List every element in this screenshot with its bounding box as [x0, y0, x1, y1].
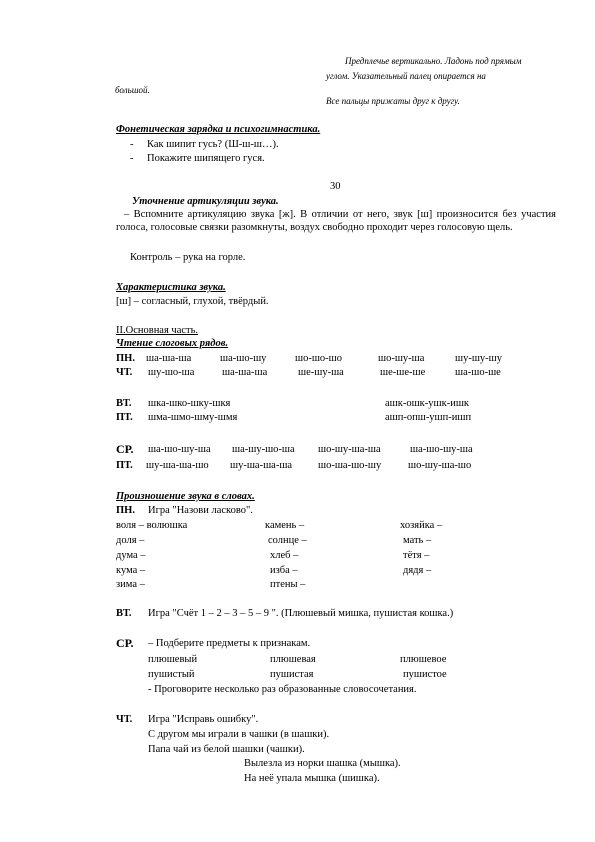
syllable-cell: шу-ша-ша-шо — [146, 460, 209, 471]
pronunciation-title: Произношение звука в словах. — [116, 491, 255, 502]
syllable-reading-title: Чтение слоговых рядов. — [116, 338, 229, 349]
day-label: ЧТ. — [116, 714, 133, 725]
fix-game-title: Игра "Исправь ошибку". — [148, 714, 259, 725]
word-cell: хлеб – — [270, 550, 299, 561]
syllable-cell: ашп-опш-ушп-ишп — [385, 412, 472, 423]
day-label: ПТ. — [116, 460, 133, 471]
word-cell: плюшевое — [400, 654, 447, 665]
day-label: ЧТ. — [116, 367, 133, 378]
syllable-cell: ша-ша-ша — [146, 353, 192, 364]
characteristic-text: [ш] – согласный, глухой, твёрдый. — [116, 296, 269, 307]
word-cell: доля – — [116, 535, 145, 546]
word-cell: солнце – — [268, 535, 307, 546]
count-game-text: Игра "Счёт 1 – 2 – 3 – 5 – 9 ". (Плюшевый мишка, пушистая кошка.) — [148, 608, 454, 619]
syllable-cell: шма-шмо-шму-шмя — [148, 412, 238, 423]
word-cell: пушистый — [148, 669, 195, 680]
word-cell: пушистая — [270, 669, 314, 680]
fix-game-line: С другом мы играли в чашки (в шашки). — [148, 729, 330, 740]
warmup-item-2: Покажите шипящего гуся. — [147, 153, 265, 164]
syllable-cell: ша-шу-шо-ша — [232, 444, 295, 455]
day-label: СР. — [116, 442, 134, 456]
word-cell: тётя – — [403, 550, 430, 561]
day-label: ВТ. — [116, 608, 132, 619]
syllable-cell: ша-шо-ше — [455, 367, 501, 378]
word-cell: камень – — [265, 520, 305, 531]
day-label: СР. — [116, 636, 134, 650]
syllable-cell: ше-шу-ша — [298, 367, 344, 378]
day-label: ПН. — [116, 353, 135, 364]
word-cell: изба – — [270, 565, 298, 576]
syllable-cell: шу-шу-шу — [455, 353, 502, 364]
fix-game-line: На неё упала мышка (шишка). — [244, 773, 380, 784]
day-label: ВТ. — [116, 398, 132, 409]
word-cell: кума – — [116, 565, 146, 576]
warmup-item-1: Как шипит гусь? (Ш-ш-ш…). — [147, 139, 279, 150]
header-line-1: Предплечье вертикально. Ладонь под прямым — [345, 56, 522, 66]
word-cell: дядя – — [403, 565, 432, 576]
word-cell: птены – — [270, 579, 306, 590]
day-label: ПН. — [116, 505, 135, 516]
syllable-cell: шо-шо-шо — [295, 353, 342, 364]
syllable-cell: шо-шу-ша-шо — [408, 460, 472, 471]
warmup-dash-2: - — [130, 153, 134, 164]
syllable-cell: шу-ша-ша-ша — [230, 460, 293, 471]
word-cell: зима – — [116, 579, 145, 590]
syllable-cell: ше-ше-ше — [380, 367, 426, 378]
articulation-control: Контроль – рука на горле. — [130, 252, 246, 263]
header-line-4: Все пальцы прижаты друг к другу. — [326, 96, 460, 106]
match-game-text: – Подберите предметы к признакам. — [148, 638, 311, 649]
word-cell: пушистое — [403, 669, 447, 680]
characteristic-title: Характеристика звука. — [116, 282, 226, 293]
syllable-cell: ша-шо-шу-ша — [410, 444, 473, 455]
syllable-cell: шу-шо-ша — [148, 367, 195, 378]
game-title: Игра "Назови ласково". — [148, 505, 253, 516]
syllable-cell: шо-шу-ша — [378, 353, 425, 364]
page-number: 30 — [330, 181, 341, 192]
word-cell: воля – волюшка — [116, 520, 188, 531]
header-line-3: большой. — [115, 85, 150, 95]
syllable-cell: шо-шу-ша-ша — [318, 444, 381, 455]
word-cell: плюшевый — [148, 654, 198, 665]
syllable-cell: шка-шко-шку-шкя — [148, 398, 231, 409]
word-cell: плюшевая — [270, 654, 316, 665]
articulation-title: Уточнение артикуляции звука. — [132, 196, 279, 207]
syllable-cell: ашк-ошк-ушк-ишк — [385, 398, 470, 409]
warmup-dash-1: - — [130, 139, 134, 150]
word-cell: дума – — [116, 550, 146, 561]
fix-game-line: Вылезла из норки шашка (мышка). — [244, 758, 401, 769]
day-label: ПТ. — [116, 412, 133, 423]
main-part-title: II.Основная часть. — [116, 325, 199, 336]
word-cell: хозяйка – — [400, 520, 443, 531]
match-game-note: - Проговорите несколько раз образованные словосочетания. — [148, 684, 417, 695]
syllable-cell: ша-ша-ша — [222, 367, 268, 378]
word-cell: мать – — [403, 535, 432, 546]
fix-game-line: Папа чай из белой шашки (чашки). — [148, 744, 305, 755]
syllable-cell: ша-шо-шу — [220, 353, 267, 364]
warmup-title: Фонетическая зарядка и психогимнастика. — [116, 124, 321, 135]
syllable-cell: шо-ша-шо-шу — [318, 460, 382, 471]
syllable-cell: ша-шо-шу-ша — [148, 444, 211, 455]
articulation-text: – Вспомните артикуляцию звука [ж]. В отличии от него, звук [ш] произносится без участия голоса, голосовые связки разомкнуты, воздух свободно проходит через голосовую щель. — [116, 209, 556, 233]
header-line-2: углом. Указательный палец опирается на — [326, 71, 486, 81]
